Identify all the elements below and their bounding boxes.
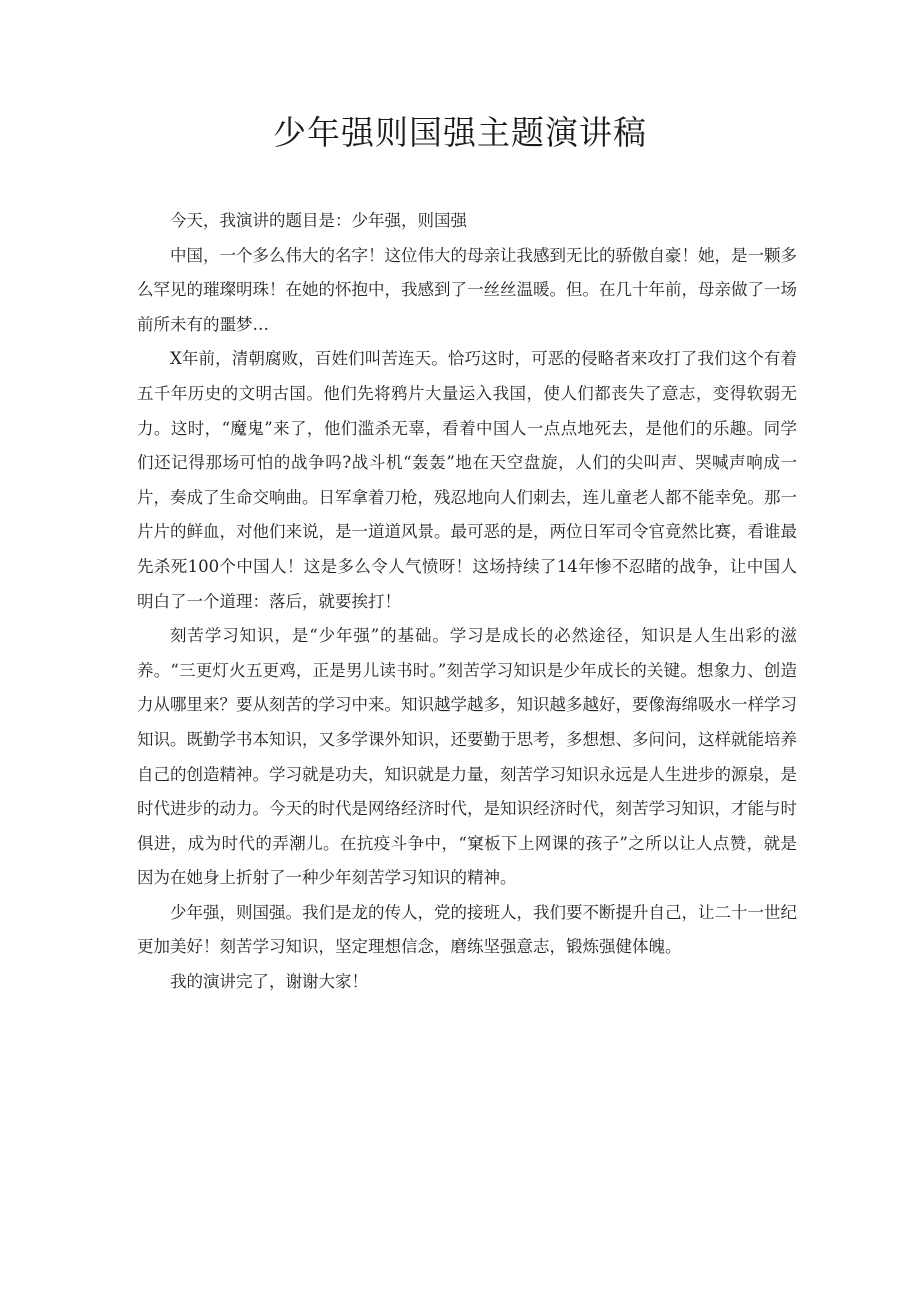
paragraph-1: 今天，我演讲的题目是：少年强，则国强 (170, 211, 467, 230)
paragraph-6: 我的演讲完了，谢谢大家！ (170, 972, 368, 992)
paragraph-2: 中国，一个多么伟大的名字！这位伟大的母亲让我感到无比的骄傲自豪！她，是一颗多么罕见的璀璨明珠！在她的怀抱中，我感到了一丝丝温暖。但。在几十年前，母亲做了一场前所未有的噩梦… (137, 245, 797, 334)
paragraph-3: X年前，清朝腐败，百姓们叫苦连天。恰巧这时，可恶的侵略者来攻打了我们这个有着五千年历史的文明古国。他们先将鸦片大量运入我国，使人们都丧失了意志，变得软弱无力。这时，“魔鬼”来了，他们滥杀无辜，看着中国人一点点地死去，是他们的乐趣。同学们还记得那场可怕的战争吗?战斗机“轰轰”地在天空盘旋，人们的尖叫声、哭喊声响成一片，奏成了生命交响曲。日军拿着刀枪，残忍地向人们刺去，连儿童老人都不能幸免。那一片片的鲜血，对他们来说，是一道道风景。最可恶的是，两位日军司令官竟然比赛，看谁最先杀死100个中国人！这是多么令人气愤呀！这场持续了14年惨不忍睹的战争，让中国人明白了一个道理：落后，就要挨打！ (137, 349, 797, 611)
document-body (137, 204, 797, 1000)
paragraph-5: 少年强，则国强。我们是龙的传人，党的接班人，我们要不断提升自己，让二十一世纪更加美好！刻苦学习知识，坚定理想信念，磨练坚强意志，锻炼强健体魄。 (137, 902, 797, 957)
paragraph-4: 刻苦学习知识，是“少年强”的基础。学习是成长的必然途径，知识是人生出彩的滋养。“三更灯火五更鸡，正是男儿读书时。”刻苦学习知识是少年成长的关键。想象力、创造力从哪里来？要从刻苦的学习中来。知识越学越多，知识越多越好，要像海绵吸水一样学习知识。既勤学书本知识，又多学课外知识，还要勤于思考，多想想、多问问，这样就能培养自己的创造精神。学习就是功夫，知识就是力量，刻苦学习知识永远是人生进步的源泉，是时代进步的动力。今天的时代是网络经济时代，是知识经济时代，刻苦学习知识，才能与时俱进，成为时代的弄潮儿。在抗疫斗争中，“窠板下上网课的孩子”之所以让人点赞，就是因为在她身上折射了一种少年刻苦学习知识的精神。 (137, 626, 797, 888)
document-title: 少年强则国强主题演讲稿 (273, 113, 647, 152)
